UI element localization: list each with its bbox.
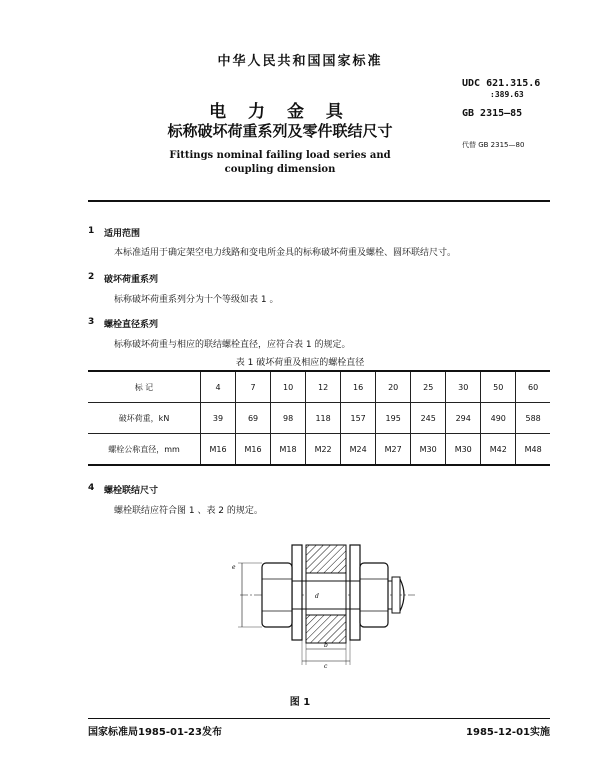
udc-code: UDC 621.315.6 [462,78,541,89]
table-row-load [88,403,550,434]
table-cell: M16 [201,434,236,466]
table-cell: 60 [516,371,550,403]
section-4-number: 4 [88,483,95,493]
table-cell: 50 [481,371,516,403]
table-cell: M30 [446,434,481,466]
table-cell: M30 [411,434,446,466]
left-plate [292,545,302,640]
udc-code-cont: :389.63 [490,90,524,99]
section-3-number: 3 [88,317,95,327]
table-cell: 30 [446,371,481,403]
table-cell: M24 [341,434,376,466]
implemented-date: 1985-12-01实施 [466,727,550,738]
dim-label-b: b [324,642,328,649]
table-cell: 25 [411,371,446,403]
title-divider [88,200,550,202]
table-cell: M27 [376,434,411,466]
table-cell: 16 [341,371,376,403]
table-cell: 157 [341,403,376,434]
dim-label-d: d [315,593,319,600]
section-2-title: 破坏荷重系列 [104,275,159,285]
table-cell: 294 [446,403,481,434]
table-cell: 118 [306,403,341,434]
table-1-caption: 表 1 破坏荷重及相应的螺栓直径 [235,358,365,368]
bolt-coupling-figure [220,535,420,670]
table-cell: M16 [236,434,271,466]
table-cell: 98 [271,403,306,434]
issued-date: 国家标准局1985-01-23发布 [88,727,222,738]
english-title-line2: coupling dimension [224,164,336,175]
table-cell: 245 [411,403,446,434]
section-4-title: 螺栓联结尺寸 [104,486,159,496]
table-row-grade [88,371,550,403]
table-cell: 588 [516,403,550,434]
table-cell: 10 [271,371,306,403]
page-title: 电 力 金 具 [209,102,351,122]
table-row-bolt [88,434,550,466]
table-cell: 4 [201,371,236,403]
table-cell: M18 [271,434,306,466]
table-cell: 20 [376,371,411,403]
section-2-text: 标称破坏荷重系列分为十个等级如表 1 。 [114,295,279,305]
section-2-number: 2 [88,272,95,282]
section-1-text: 本标准适用于确定架空电力线路和变电所金具的标称破坏荷重及螺栓、圆环联结尺寸。 [114,248,457,258]
dim-label-c: c [324,663,328,670]
table-cell: 7 [236,371,271,403]
figure-1-caption: 图 1 [289,697,311,708]
cotter-pin [392,577,400,613]
table-cell: M48 [516,434,550,466]
middle-part-bottom [306,615,346,643]
middle-part-top [306,545,346,573]
page-subtitle: 标称破坏荷重系列及零件联结尺寸 [167,122,393,140]
table-cell: M42 [481,434,516,466]
gb-number: GB 2315—85 [462,108,523,119]
section-1-title: 适用范围 [104,229,141,239]
table-cell: 39 [201,403,236,434]
right-plate [350,545,360,640]
section-3-text: 标称破坏荷重与相应的联结螺栓直径，应符合表 1 的规定。 [114,340,351,350]
row-label: 破坏荷重，kN [88,403,201,434]
table-cell: M22 [306,434,341,466]
row-label: 螺栓公称直径，mm [88,434,201,466]
table-cell: 490 [481,403,516,434]
footer-divider [88,718,550,719]
standard-org: 中华人民共和国国家标准 [217,54,383,69]
table-cell: 69 [236,403,271,434]
dim-label-e: e [232,564,236,571]
section-3-title: 螺栓直径系列 [104,320,159,330]
load-bolt-table [88,370,550,466]
english-title-line1: Fittings nominal failing load series and [169,150,391,161]
row-label: 标 记 [88,371,201,403]
replaces-note: 代替 GB 2315—80 [462,141,525,149]
section-1-number: 1 [88,226,95,236]
table-cell: 195 [376,403,411,434]
section-4-text: 螺栓联结应符合图 1 、表 2 的规定。 [114,506,263,516]
bolt-head [262,563,292,627]
nut [360,563,388,627]
table-cell: 12 [306,371,341,403]
